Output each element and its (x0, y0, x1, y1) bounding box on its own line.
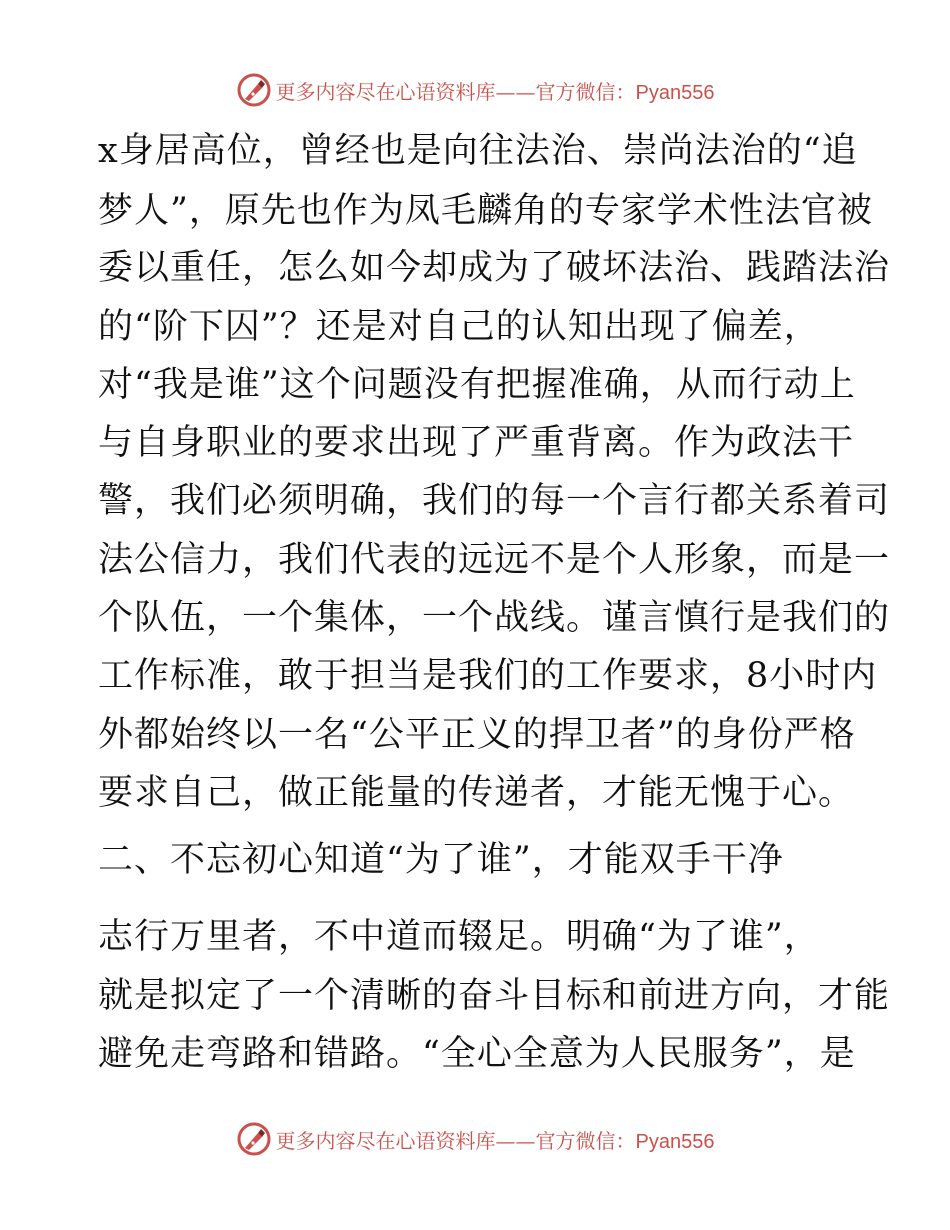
text-line: 避免走弯路和错路。“全心全意为人民服务”，是 (98, 1034, 856, 1074)
text-line: 法公信力，我们代表的远远不是个人形象，而是一 (98, 540, 891, 580)
text-line: 要求自己，做正能量的传递者，才能无愧于心。 (98, 773, 855, 813)
text-line: 的“阶下囚”？还是对自己的认知出现了偏差， (98, 307, 820, 347)
pen-nib-circle-icon (236, 1121, 272, 1157)
text-line: 外都始终以一名“公平正义的捍卫者”的身份严格 (98, 715, 856, 755)
text-line: 就是拟定了一个清晰的奋斗目标和前进方向，才能 (98, 976, 891, 1016)
footer-watermark (0, 1117, 950, 1161)
text-line: x身居高位，曾经也是向往法治、崇尚法治的“追 (98, 131, 858, 171)
text-line: 对“我是谁”这个问题没有把握准确，从而行动上 (98, 365, 856, 405)
watermark-text: 更多内容尽在心语资料库——官方微信：Pyan556 (275, 1128, 715, 1153)
watermark-text: 更多内容尽在心语资料库——官方微信：Pyan556 (275, 79, 715, 104)
text-line: 个队伍，一个集体，一个战线。谨言慎行是我们的 (98, 598, 891, 638)
text-line: 委以重任，怎么如今却成为了破坏法治、践踏法治 (98, 248, 891, 288)
text-line: 与自身职业的要求出现了严重背离。作为政法干 (98, 423, 855, 463)
text-line: 警，我们必须明确，我们的每一个言行都关系着司 (98, 481, 891, 521)
header-watermark (0, 68, 950, 112)
pen-nib-circle-icon (236, 72, 272, 108)
text-line: 志行万里者，不中道而辍足。明确“为了谁”， (98, 917, 820, 957)
text-line: 工作标准，敢于担当是我们的工作要求，8小时内 (98, 656, 878, 696)
text-line: 梦人”，原先也作为凤毛麟角的专家学术性法官被 (98, 191, 873, 231)
section-heading: 二、不忘初心知道“为了谁”，才能双手干净 (98, 840, 784, 880)
